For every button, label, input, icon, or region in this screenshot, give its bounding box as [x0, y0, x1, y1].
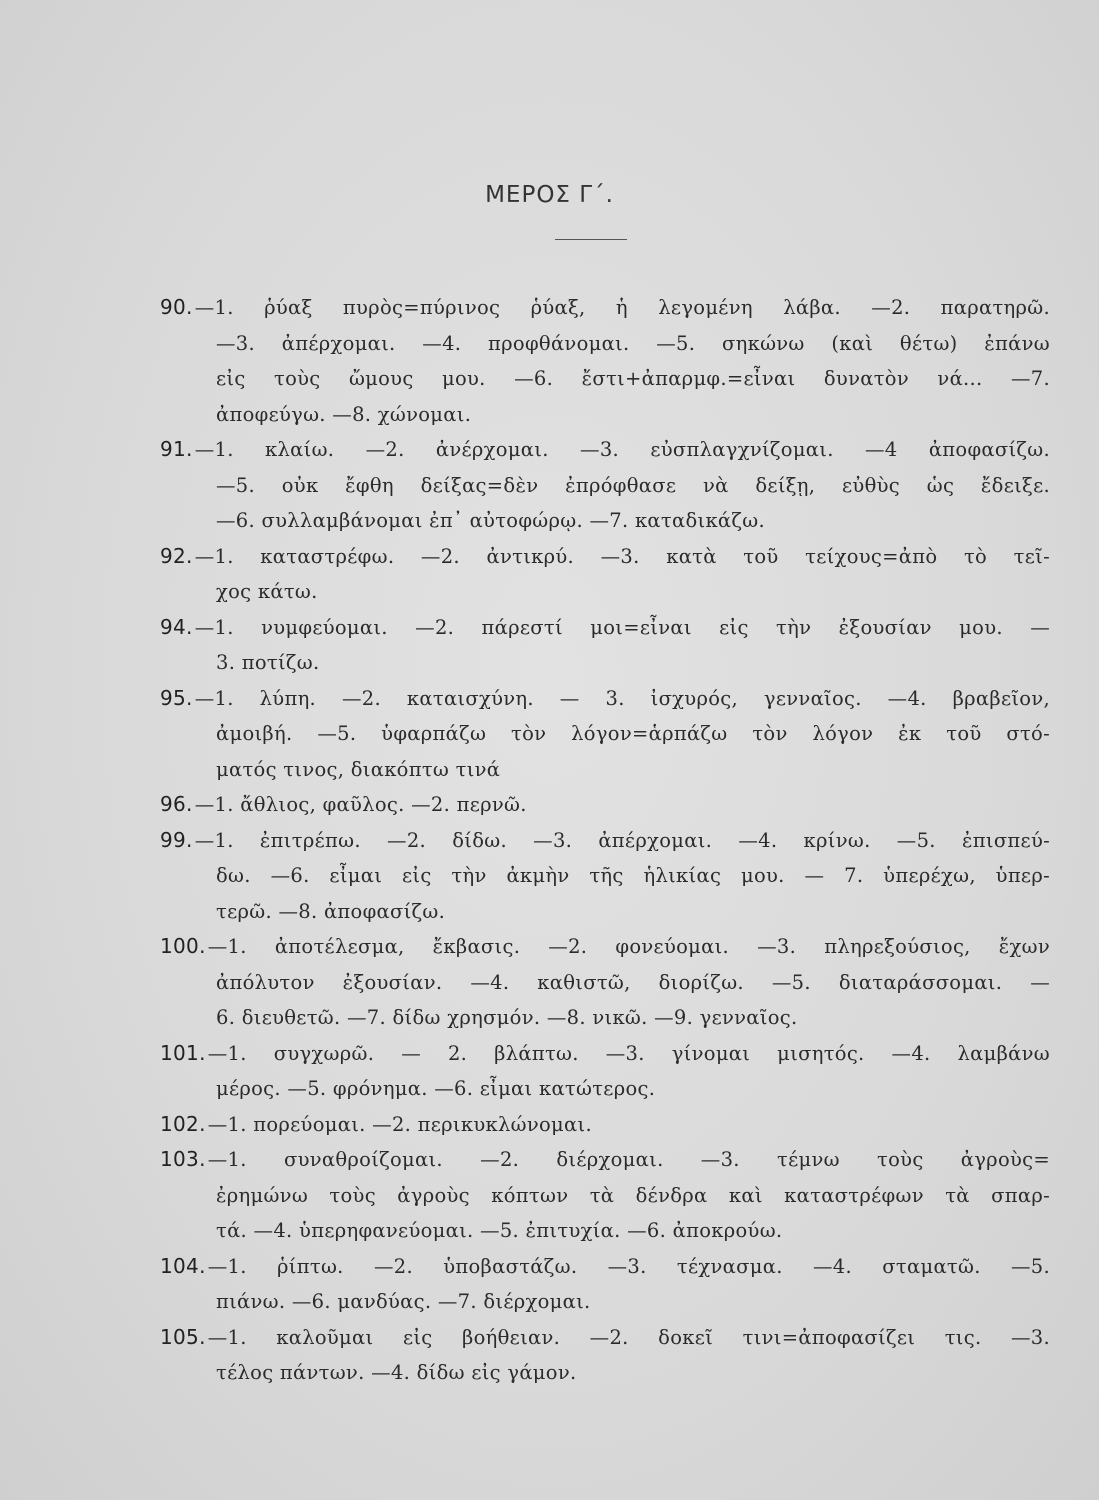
glossary-entry: [160, 539, 1050, 610]
entry-number: 95.: [160, 685, 193, 710]
entry-first-line: [160, 823, 1050, 859]
entry-number: 102.: [160, 1111, 206, 1136]
entry-text: ἐρημώνω τοὺς ἀγροὺς κόπτων τὰ δένδρα καὶ καταστρέφων τὰ σπαρ-: [216, 1183, 1050, 1207]
entry-text: ματός τινος, διακόπτω τινά: [216, 757, 501, 781]
entry-continuation-line: [160, 1000, 1050, 1036]
glossary-entry: [160, 787, 1050, 823]
entry-text: ἀμοιβή. —5. ὑφαρπάζω τὸν λόγον=ἁρπάζω τὸν λόγον ἐκ τοῦ στό-: [216, 722, 1050, 745]
entry-number: 91.: [160, 437, 193, 461]
entry-continuation-line: [160, 716, 1050, 752]
glossary-entry: [160, 610, 1050, 681]
entry-continuation-line: [160, 397, 1050, 433]
entry-continuation-line: [160, 1284, 1050, 1320]
entry-continuation-line: [160, 858, 1050, 894]
entry-number: 99.: [160, 827, 193, 852]
entry-first-line: [160, 432, 1050, 468]
entry-text: χος κάτω.: [216, 580, 318, 603]
entry-text: —1. πορεύομαι. —2. περικυκλώνομαι.: [207, 1112, 592, 1136]
entry-first-line: [160, 1142, 1050, 1178]
entry-continuation-line: [160, 574, 1050, 610]
entry-text: μέρος. —5. φρόνημα. —6. εἶμαι κατώτερος.: [216, 1077, 656, 1100]
entry-text: —1. ῥίπτω. —2. ὑποβαστάζω. —3. τέχνασμα. —4. σταματῶ. —5.: [207, 1254, 1050, 1278]
entry-continuation-line: [160, 894, 1050, 930]
entry-first-line: [160, 1320, 1050, 1356]
entry-first-line: [160, 681, 1050, 717]
entry-continuation-line: [160, 1355, 1050, 1391]
glossary-entry: [160, 1249, 1050, 1320]
entry-continuation-line: [160, 645, 1050, 681]
entry-number: 100.: [160, 934, 206, 958]
entry-first-line: [160, 290, 1050, 326]
entry-continuation-line: [160, 1178, 1050, 1214]
entry-number: 94.: [160, 614, 193, 639]
entry-text: —1. νυμφεύομαι. —2. πάρεστί μοι=εἶναι εἰς τὴν ἐξουσίαν μου. —: [194, 615, 1050, 639]
entry-continuation-line: [160, 468, 1050, 504]
entry-text: —1. ἄθλιος, φαῦλος. —2. περνῶ.: [194, 793, 527, 816]
entry-text: —1. ἐπιτρέπω. —2. δίδω. —3. ἀπέρχομαι. —4. κρίνω. —5. ἐπισπεύ-: [194, 828, 1050, 852]
entry-text: εἰς τοὺς ὤμους μου. —6. ἔστι+ἀπαρμφ.=εἶναι δυνατὸν νά... —7.: [216, 367, 1050, 390]
entry-text: —1. ἀποτέλεσμα, ἔκβασις. —2. φονεύομαι. —3. πληρεξούσιος, ἔχων: [207, 935, 1050, 958]
glossary-entry: [160, 681, 1050, 788]
entry-number: 90.: [160, 295, 193, 319]
entry-text: —1. λύπη. —2. καταισχύνη. — 3. ἰσχυρός, γενναῖος. —4. βραβεῖον,: [194, 686, 1050, 710]
glossary-entries: [160, 290, 1050, 1391]
entry-text: ἀπόλυτον ἐξουσίαν. —4. καθιστῶ, διορίζω. —5. διαταράσσομαι. —: [216, 970, 1050, 994]
entry-text: τά. —4. ὑπερηφανεύομαι. —5. ἐπιτυχία. —6. ἀποκρούω.: [216, 1219, 783, 1242]
entry-text: τερῶ. —8. ἀποφασίζω.: [216, 899, 446, 923]
entry-text: 3. ποτίζω.: [216, 651, 320, 674]
entry-number: 96.: [160, 792, 193, 816]
glossary-entry: [160, 432, 1050, 539]
entry-number: 105.: [160, 1324, 206, 1349]
glossary-entry: [160, 1036, 1050, 1107]
entry-number: 103.: [160, 1147, 206, 1171]
glossary-entry: [160, 823, 1050, 930]
entry-first-line: [160, 787, 1050, 823]
glossary-entry: [160, 1107, 1050, 1143]
entry-first-line: [160, 1107, 1050, 1143]
entry-text: ἀποφεύγω. —8. χώνομαι.: [216, 402, 472, 426]
entry-continuation-line: [160, 326, 1050, 362]
entry-first-line: [160, 929, 1050, 965]
entry-first-line: [160, 1249, 1050, 1285]
entry-text: 6. διευθετῶ. —7. δίδω χρησμόν. —8. νικῶ. —9. γενναῖος.: [216, 1006, 798, 1029]
entry-text: —3. ἀπέρχομαι. —4. προφθάνομαι. —5. σηκώνω (καὶ θέτω) ἐπάνω: [216, 331, 1050, 355]
entry-continuation-line: [160, 752, 1050, 788]
entry-text: —6. συλλαμβάνομαι ἐπ᾽ αὐτοφώρῳ. —7. καταδικάζω.: [216, 509, 765, 532]
entry-text: —5. οὐκ ἔφθη δείξας=δὲν ἐπρόφθασε νὰ δείξῃ, εὐθὺς ὡς ἔδειξε.: [216, 473, 1050, 497]
title-rule: [555, 239, 627, 240]
entry-text: —1. ῥύαξ πυρὸς=πύρινος ῥύαξ, ἡ λεγομένη λάβα. —2. παρατηρῶ.: [194, 296, 1050, 319]
entry-text: —1. συγχωρῶ. — 2. βλάπτω. —3. γίνομαι μισητός. —4. λαμβάνω: [207, 1041, 1050, 1065]
entry-number: 101.: [160, 1040, 206, 1065]
glossary-entry: [160, 1320, 1050, 1391]
glossary-entry: [160, 1142, 1050, 1249]
glossary-entry: [160, 929, 1050, 1036]
entry-first-line: [160, 539, 1050, 575]
entry-first-line: [160, 1036, 1050, 1072]
section-title: ΜΕΡΟΣ Γ΄.: [485, 182, 614, 208]
entry-continuation-line: [160, 965, 1050, 1001]
entry-continuation-line: [160, 361, 1050, 397]
entry-text: —1. κλαίω. —2. ἀνέρχομαι. —3. εὐσπλαγχνίζομαι. —4 ἀποφασίζω.: [194, 438, 1050, 461]
entry-first-line: [160, 610, 1050, 646]
entry-continuation-line: [160, 1213, 1050, 1249]
entry-text: —1. συναθροίζομαι. —2. διέρχομαι. —3. τέμνω τοὺς ἀγροὺς=: [207, 1148, 1050, 1171]
entry-text: —1. καλοῦμαι εἰς βοήθειαν. —2. δοκεῖ τινι=ἀποφασίζει τις. —3.: [207, 1325, 1050, 1349]
entry-number: 92.: [160, 543, 193, 568]
entry-continuation-line: [160, 1071, 1050, 1107]
entry-number: 104.: [160, 1253, 206, 1278]
entry-text: τέλος πάντων. —4. δίδω εἰς γάμον.: [216, 1361, 577, 1384]
entry-text: —1. καταστρέφω. —2. ἀντικρύ. —3. κατὰ τοῦ τείχους=ἀπὸ τὸ τεῖ-: [194, 544, 1050, 568]
entry-text: πιάνω. —6. μανδύας. —7. διέρχομαι.: [216, 1290, 591, 1313]
entry-continuation-line: [160, 503, 1050, 539]
entry-text: δω. —6. εἶμαι εἰς τὴν ἀκμὴν τῆς ἡλικίας μου. — 7. ὑπερέχω, ὑπερ-: [216, 864, 1050, 887]
glossary-entry: [160, 290, 1050, 432]
